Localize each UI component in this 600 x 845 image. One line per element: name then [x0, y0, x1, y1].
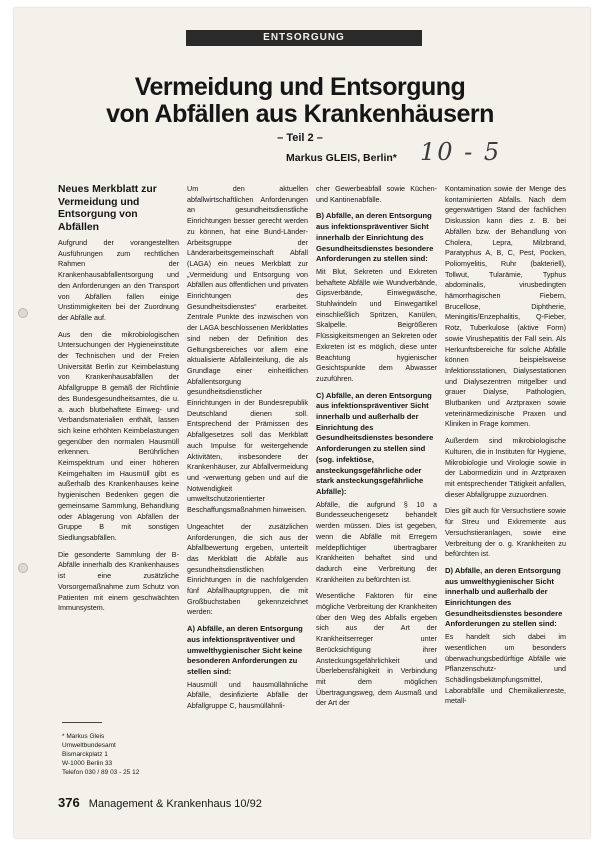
subheading-b: B) Abfälle, an deren Entsorgung aus infektionspräventiver Sicht innerhalb der Einrichtung des Gesundheitsdienstes besondere Anforderungen zu stellen sind:: [316, 211, 434, 264]
binder-hole: [18, 563, 28, 573]
author-footnote: [62, 732, 182, 777]
paragraph: cher Gewerbeabfall sowie Küchen- und Kantinenabfälle.: [316, 184, 437, 204]
page-footer: [58, 795, 262, 810]
article-author: Markus GLEIS, Berlin*: [286, 152, 397, 164]
column-2: [187, 184, 308, 784]
paragraph: Aufgrund der vorangestellten Ausführungen zum rechtlichen Rahmen der Krankenhausabfallentsorgung und den Anforderungen an den Transport von Abfällen fallen einige Unstimmigkeiten bei der Zuordnung der Abfälle auf.: [58, 238, 179, 322]
page-number: 376: [58, 795, 80, 810]
paragraph: Hausmüll und hausmüllähnliche Abfälle, desinfizierte Abfälle der Abfallgruppe C, hausmüllähnli-: [187, 679, 308, 711]
paragraph: Wesentliche Faktoren für eine mögliche Verbreitung der Krankheiten über den Weg des Abfalls ergeben sich aus der Art der Krankheitserreger unter Berücksichtigung ihrer Ansteckungsgefährlichkeit und Überlebensfähigkeit in Verbindung mit dem möglichen Übertragungsweg, dem Ausmaß und der Art der: [316, 591, 437, 708]
section-header: ENTSORGUNG: [186, 30, 422, 46]
journal-name: Management & Krankenhaus 10/92: [88, 798, 262, 810]
column-heading: Neues Merkblatt zur Vermeidung und Entsorgung von Abfällen: [58, 184, 157, 233]
footnote-divider: [62, 722, 102, 723]
paragraph: Aus den die mikrobiologischen Untersuchungen der Hygieneinstitute der Technischen und der Freien Universität Berlin zur Keimbelastung von Krankenhausabfällen der Abfallgruppe B gemäß der Richtlinie des Bundesgesundheitsamtes, die u. a. auch blutbehaftete Einweg- und Verbandsmaterialien enthält, lassen sich keine erhöhten Keimbelastungen gegenüber den normalen Hausmüll erkennen. Berührlichen Keimspektrum und einer höheren Keimgehalten im Hausmüll gibt es außerhalb des Krankenhauses keine hygienischen Bedenken gegen die gemeinsame Sammlung, Behandlung oder Ablagerung von Abfällen der Gruppe B mit sonstigen Siedlungsabfällen.: [58, 329, 179, 542]
article-subtitle: – Teil 2 –: [277, 132, 323, 144]
article-body: [58, 184, 568, 784]
paragraph: Abfälle, die aufgrund § 10 a Bundesseuchengesetz behandelt werden müssen. Dies ist gegeben, wenn die Abfälle mit Erregern meldepflichtiger übertragbarer Krankheiten behaftet sind und dadurch eine Verbreitung der Krankheiten zu befürchten ist.: [316, 499, 437, 584]
footnote-line: Umweltbundesamt: [62, 742, 116, 749]
binder-hole: [18, 308, 28, 318]
paragraph: Kontamination sowie der Menge des kontaminierten Abfalls. Nach dem gegenwärtigen Stand der fachlichen Diskussion kann dies z. B. bei Abfällen bzw. der Behandlung von Cholera, Lepra, Milzbrand, Paratyphus A, B, C, Pest, Pocken, Poliomyelitis, Ruhr (bakteriell), Tollwut, Tularämie, Typhus abdominalis, virusbedingten hämorrhagischen Fiebern, Brucellose, Diphtherie, Meningitis/Enzephalitis, Q-Fieber, Rotz, Tuberkulose (aktive Form) sowie Virushepatitis der Fall sein. Als Herkunftsbereiche für solche Abfälle können beispielsweise Infektionsstationen, Dialysestationen und Dialysezentren mitgelber und grauer Dialyse, Pathologien, Blutbanken und Arztpraxen sowie veterinärmedizinische Praxen und Kliniken in Frage kommen.: [445, 184, 566, 429]
handwritten-note: 10 - 5: [420, 138, 502, 166]
title-line-1: Vermeidung und Entsorgung: [134, 73, 466, 101]
footnote-line: Bismarckplatz 1: [62, 751, 108, 758]
footnote-line: Telefon 030 / 89 03 - 25 12: [62, 769, 140, 776]
column-4: [445, 184, 566, 784]
article-title: [20, 74, 580, 128]
footnote-line: * Markus Gleis: [62, 733, 105, 740]
column-3: [316, 184, 437, 784]
paragraph: Die gesonderte Sammlung der B-Abfälle innerhalb des Krankenhauses ist eine zusätzliche Vorsorgemaßnahme zum Schutz von Patienten mit einem geschwächten Immunsystem.: [58, 549, 179, 613]
paragraph: Dies gilt auch für Versuchstiere sowie für Streu und Exkremente aus Versuchstieranlagen, sowie eine Verbreitung der o. g. Krankheiten zu befürchten ist.: [445, 506, 566, 559]
subheading-d: D) Abfälle, an deren Entsorgung aus umwelthygienischer Sicht innerhalb und außerhalb der Einrichtungen des Gesundheitsdienstes besondere Anforderungen zu stellen sind:: [445, 565, 563, 629]
footnote-line: W-1000 Berlin 33: [62, 760, 113, 767]
paragraph: Ungeachtet der zusätzlichen Anforderungen, die sich aus der Abfallbewertung ergeben, unterteilt das Merkblatt die Abfälle aus gesundheitsdienstlichen Einrichtungen in die nachfolgenden fünf Abfallhauptgruppen, die mit Großbuchstaben gekennzeichnet werden:: [187, 521, 308, 617]
paragraph: Es handelt sich dabei im wesentlichen um besonders überwachungsbedürftige Abfälle wie Pflanzenschutz- und Schädlingsbekämpfungsmittel, Laborabfälle und Chemikalienreste, metall-: [445, 632, 566, 706]
column-1: [58, 184, 179, 784]
subheading-c: C) Abfälle, an deren Entsorgung aus infektionspräventiver Sicht innerhalb und außerhalb der Einrichtung des Gesundheitsdienstes besondere Anforderungen zu stellen sind (sog. infektiöse, ansteckungsgefährliche oder stark ansteckungsgefährliche Abfälle):: [316, 390, 434, 496]
paragraph: Um den aktuellen abfallwirtschaftlichen Anforderungen an gesundheitsdienstliche Einrichtungen besser gerecht werden zu können, hat eine Bund-Länder-Arbeitsgruppe der Länderarbeitsgemeinschaft Abfall (LAGA) ein neues Merkblatt zur „Vermeidung und Entsorgung von Abfällen aus öffentlichen und privaten Einrichtungen des Gesundheitsdienstes“ erarbeitet. Zentrale Punkte des inzwischen von der LAGA beschlossenen Merkblattes sind neben der Definition des Geltungsbereiches vor allem eine aktualisierte Abfalleinteilung, die als Grundlage einer einheitlichen Abfallentsorgung gesundheitsdienstlicher Einrichtungen in der Bundesrepublik Deutschland dienen soll. Entsprechend der Prämissen des Abfallgesetzes soll das Merkblatt auch Impulse für weitergehende Aktivitäten, insbesondere der Krankenhäuser, zur Abfallvermeidung und -verwertung geben und auf die Notwendigkeit umweltschutzorientierter Beschaffungsmaßnahmen hinweisen.: [187, 184, 308, 515]
paragraph: Außerdem sind mikrobiologische Kulturen, die in Instituten für Hygiene, Mikrobiologie und Virologie sowie in der Labormedizin und in Arztpraxen mit entsprechender Tätigkeit anfallen, dieser Abfallgruppe zuzuordnen.: [445, 436, 566, 499]
paragraph: Mit Blut, Sekreten und Exkreten behaftete Abfälle wie Wundverbände, Gipsverbände, Einwegwäsche, Stuhlwindeln und Einwegartikel einschließlich Spritzen, Kanülen, Skalpelle. Beigrößeren Flüssigkeitsmengen an Sekreten oder Exkreten ist es möglich, diese unter Beachtung hygienischer Gesichtspunkte dem Abwasser zuzuführen.: [316, 266, 437, 383]
subheading-a: A) Abfälle, an deren Entsorgung aus infektionspräventiver und umwelthygienischer Sicht keine besonderen Anforderungen zu stellen sind:: [187, 624, 303, 676]
title-line-2: von Abfällen aus Krankenhäusern: [106, 100, 494, 128]
